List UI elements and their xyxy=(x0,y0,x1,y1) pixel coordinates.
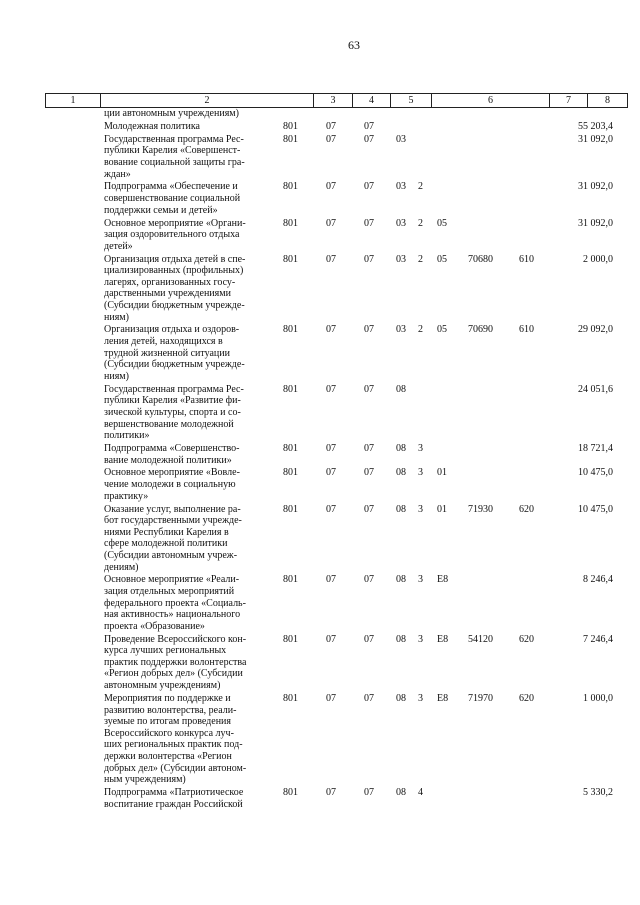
col-5: 07 xyxy=(364,120,374,132)
header-col-2: 2 xyxy=(100,94,313,107)
col-4: 07 xyxy=(326,181,336,193)
col-7: 610 xyxy=(519,253,534,265)
page-number: 63 xyxy=(348,38,360,52)
col-8: 1 000,0 xyxy=(583,692,613,704)
col-5: 07 xyxy=(364,133,374,145)
col-5: 07 xyxy=(364,692,374,704)
col-3: 801 xyxy=(283,443,298,454)
col-4: 07 xyxy=(326,217,336,229)
col-3: 801 xyxy=(283,253,298,265)
row-name: Организация отдыха и оздоров- ления детей, находящихся в трудной жизненной ситуации (Субсидии бюджетным учрежде- ниям) xyxy=(104,324,245,382)
col-6-program: 08 xyxy=(396,574,406,586)
col-7: 610 xyxy=(519,324,534,336)
col-6-program: 03 xyxy=(396,133,406,145)
col-5: 07 xyxy=(364,383,374,395)
col-6-program: 03 xyxy=(396,217,406,229)
col-4: 07 xyxy=(326,787,336,798)
col-6-activity: 01 xyxy=(437,467,447,479)
table-row xyxy=(0,634,640,692)
col-6-direction: 70690 xyxy=(468,324,493,336)
col-6-program: 08 xyxy=(396,467,406,479)
col-6-activity: E8 xyxy=(437,633,449,645)
row-name: Подпрограмма «Совершенство- вание молодежной политики» xyxy=(104,443,240,466)
col-5: 07 xyxy=(364,503,374,515)
col-6-direction: 71970 xyxy=(468,692,493,704)
col-6-subprogram: 3 xyxy=(418,574,423,586)
col-6-activity: 05 xyxy=(437,324,447,336)
col-6-subprogram: 3 xyxy=(418,467,423,479)
col-5: 07 xyxy=(364,324,374,336)
col-8: 2 000,0 xyxy=(583,253,613,265)
col-5: 07 xyxy=(364,217,374,229)
row-name: Организация отдыха детей в спе- циализированных (профильных) лагерях, организованных госу- дарственными учреждениями (Субсидии бюджетным учрежде- ниям) xyxy=(104,253,246,323)
col-4: 07 xyxy=(326,383,336,395)
col-6-activity: E8 xyxy=(437,692,449,704)
row-name: Мероприятия по поддержке и развитию волонтерства, реали- зуемые по итогам проведения Всероссийского конкурса луч- ших региональных практик под- держки волонтерства «Регион добрых дел» (Субсидии автоном- ным учреждениям) xyxy=(104,692,247,786)
row-name: Подпрограмма «Обеспечение и совершенствование социальной поддержки семьи и детей» xyxy=(104,181,241,216)
table-header xyxy=(45,93,628,108)
col-8: 29 092,0 xyxy=(578,324,613,336)
table-row xyxy=(0,134,640,180)
table-row xyxy=(0,324,640,382)
col-6-program: 08 xyxy=(396,692,406,704)
table-row xyxy=(0,108,640,120)
col-8: 10 475,0 xyxy=(578,467,613,479)
col-8: 31 092,0 xyxy=(578,181,613,193)
col-6-subprogram: 3 xyxy=(418,633,423,645)
col-4: 07 xyxy=(326,253,336,265)
col-5: 07 xyxy=(364,574,374,586)
col-3: 801 xyxy=(283,217,298,229)
col-6-subprogram: 3 xyxy=(418,503,423,515)
col-3: 801 xyxy=(283,633,298,645)
col-8: 10 475,0 xyxy=(578,503,613,515)
col-3: 801 xyxy=(283,692,298,704)
table-row xyxy=(0,787,640,810)
col-6-activity: 01 xyxy=(437,503,447,515)
col-6-subprogram: 2 xyxy=(418,217,423,229)
header-col-1: 1 xyxy=(45,94,100,107)
col-6-subprogram: 2 xyxy=(418,324,423,336)
table-row xyxy=(0,384,640,442)
table-row xyxy=(0,443,640,466)
col-6-subprogram: 4 xyxy=(418,787,423,798)
col-3: 801 xyxy=(283,133,298,145)
row-name: Основное мероприятие «Вовле- чение молодежи в социальную практику» xyxy=(104,467,240,502)
col-3: 801 xyxy=(283,503,298,515)
row-name: Проведение Всероссийского кон- курса лучших региональных практик поддержки волонтерства «Регион добрых дел» (Субсидии автономным учреждениям) xyxy=(104,633,247,692)
header-col-8: 8 xyxy=(587,94,628,107)
col-4: 07 xyxy=(326,467,336,479)
col-8: 7 246,4 xyxy=(583,633,613,645)
col-8: 18 721,4 xyxy=(578,443,613,454)
col-4: 07 xyxy=(326,120,336,132)
table-row xyxy=(0,254,640,324)
col-3: 801 xyxy=(283,324,298,336)
col-4: 07 xyxy=(326,692,336,704)
row-name: Государственная программа Рес- публики Карелия «Развитие фи- зической культуры, спорта и со- вершенствование молодежной политики» xyxy=(104,383,244,442)
col-6-direction: 70680 xyxy=(468,253,493,265)
table-body xyxy=(0,108,640,811)
col-6-program: 08 xyxy=(396,503,406,515)
header-col-7: 7 xyxy=(549,94,587,107)
col-6-program: 03 xyxy=(396,253,406,265)
row-name: Молодежная политика xyxy=(104,120,200,132)
col-4: 07 xyxy=(326,503,336,515)
col-6-direction: 71930 xyxy=(468,503,493,515)
col-8: 31 092,0 xyxy=(578,133,613,145)
row-name: Основное мероприятие «Реали- зация отдельных мероприятий федерального проекта «Социаль- ная активность» национального проекта «Образование» xyxy=(104,574,246,632)
col-7: 620 xyxy=(519,633,534,645)
header-col-6: 6 xyxy=(431,94,549,107)
col-3: 801 xyxy=(283,574,298,586)
row-name: Основное мероприятие «Органи- зация оздоровительного отдыха детей» xyxy=(104,217,246,252)
col-3: 801 xyxy=(283,120,298,132)
col-6-direction: 54120 xyxy=(468,633,493,645)
row-name: Подпрограмма «Патриотическое воспитание граждан Российской xyxy=(104,787,244,810)
row-name: ции автономным учреждениям) xyxy=(104,108,239,119)
table-row xyxy=(0,574,640,632)
table-row xyxy=(0,467,640,502)
col-6-subprogram: 3 xyxy=(418,692,423,704)
col-6-program: 03 xyxy=(396,324,406,336)
col-6-program: 08 xyxy=(396,787,406,798)
col-6-program: 08 xyxy=(396,383,406,395)
col-5: 07 xyxy=(364,253,374,265)
col-6-subprogram: 2 xyxy=(418,181,423,193)
col-5: 07 xyxy=(364,467,374,479)
col-6-subprogram: 2 xyxy=(418,253,423,265)
col-3: 801 xyxy=(283,181,298,193)
header-col-3: 3 xyxy=(313,94,352,107)
col-4: 07 xyxy=(326,443,336,454)
col-3: 801 xyxy=(283,383,298,395)
col-6-activity: 05 xyxy=(437,217,447,229)
col-6-program: 08 xyxy=(396,633,406,645)
col-4: 07 xyxy=(326,633,336,645)
col-8: 31 092,0 xyxy=(578,217,613,229)
col-3: 801 xyxy=(283,787,298,798)
col-8: 5 330,2 xyxy=(583,787,613,798)
col-6-program: 08 xyxy=(396,443,406,454)
col-8: 24 051,6 xyxy=(578,383,613,395)
col-5: 07 xyxy=(364,633,374,645)
col-4: 07 xyxy=(326,133,336,145)
col-8: 55 203,4 xyxy=(578,120,613,132)
row-name: Государственная программа Рес- публики Карелия «Совершенст- вование социальной защиты гра- ждан» xyxy=(104,133,245,180)
col-7: 620 xyxy=(519,692,534,704)
row-name: Оказание услуг, выполнение ра- бот государственными учрежде- ниями Республики Карелия в сфере молодежной политики (Субсидии автономным учреж- дениям) xyxy=(104,503,242,573)
col-8: 8 246,4 xyxy=(583,574,613,586)
col-5: 07 xyxy=(364,181,374,193)
header-col-5: 5 xyxy=(390,94,431,107)
col-6-activity: E8 xyxy=(437,574,449,586)
col-7: 620 xyxy=(519,503,534,515)
table-row xyxy=(0,504,640,574)
col-6-subprogram: 3 xyxy=(418,443,423,454)
table-row xyxy=(0,218,640,253)
col-3: 801 xyxy=(283,467,298,479)
header-col-4: 4 xyxy=(352,94,390,107)
col-4: 07 xyxy=(326,574,336,586)
col-6-program: 03 xyxy=(396,181,406,193)
table-row xyxy=(0,181,640,216)
table-row xyxy=(0,121,640,133)
col-6-activity: 05 xyxy=(437,253,447,265)
table-row xyxy=(0,693,640,786)
col-5: 07 xyxy=(364,443,374,454)
col-4: 07 xyxy=(326,324,336,336)
col-5: 07 xyxy=(364,787,374,798)
